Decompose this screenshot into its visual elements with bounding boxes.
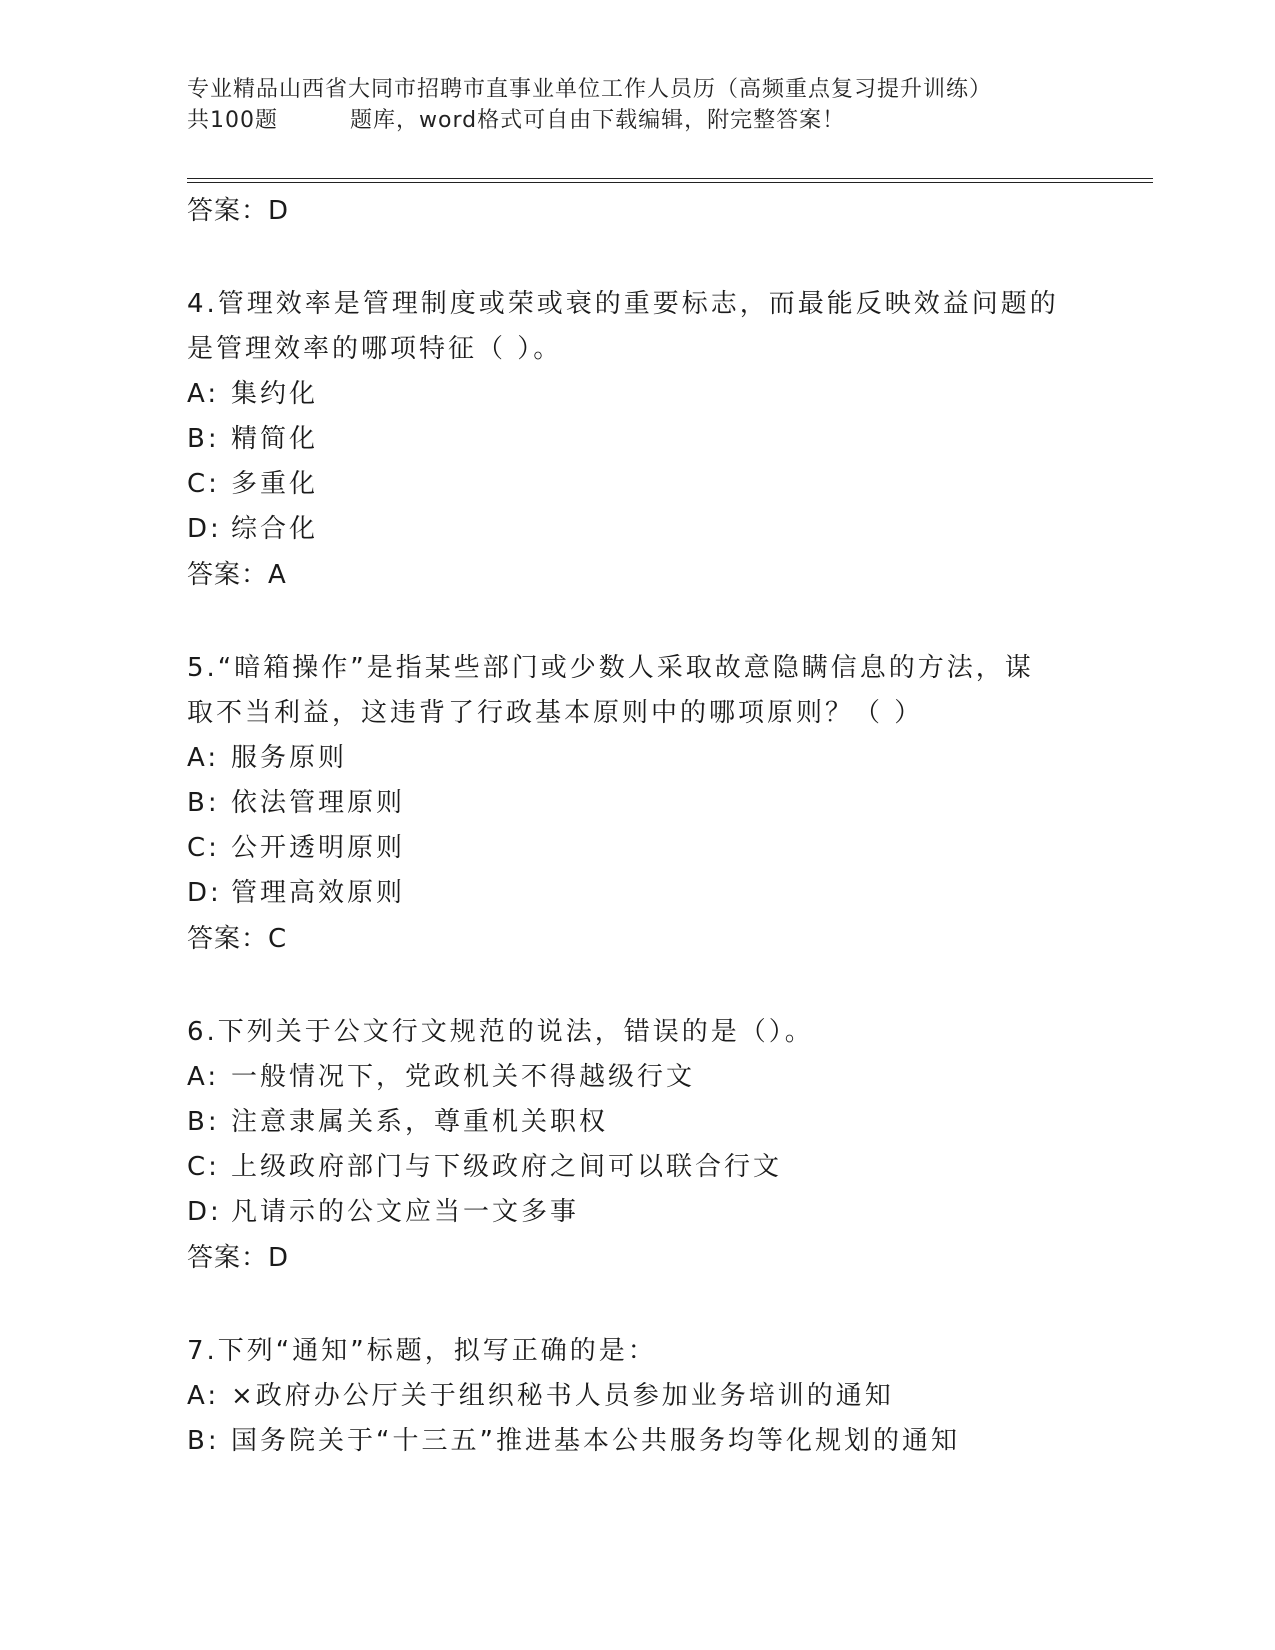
question-block	[187, 646, 1137, 962]
option-letter: B:	[187, 1107, 220, 1137]
option-text: 上级政府部门与下级政府之间可以联合行文	[231, 1152, 783, 1182]
question-stem: 是管理效率的哪项特征（ ）。	[187, 334, 563, 364]
option-text: 注意隶属关系，尊重机关职权	[231, 1107, 609, 1137]
question-stem: 6.下列关于公文行文规范的说法，错误的是（）。	[187, 1017, 814, 1047]
option-letter: A:	[187, 1062, 220, 1092]
option-item	[187, 1145, 1137, 1190]
question-block	[187, 1329, 1137, 1464]
header-count: 共100题	[187, 108, 278, 133]
option-letter: B:	[187, 424, 220, 454]
question-block	[187, 282, 1137, 598]
header-title-line2	[187, 105, 1087, 136]
option-letter: C:	[187, 469, 220, 499]
header-divider-top	[187, 178, 1153, 179]
option-letter: D:	[187, 514, 222, 544]
header-subtitle: 题库，word格式可自由下载编辑，附完整答案！	[350, 108, 846, 133]
option-item	[187, 1190, 1137, 1235]
option-item	[187, 372, 1137, 417]
question-stem: 7.下列“通知”标题，拟写正确的是：	[187, 1336, 657, 1366]
option-letter: A:	[187, 1381, 220, 1411]
option-letter: A:	[187, 743, 220, 773]
answer-line: 答案：C	[187, 924, 288, 954]
option-item	[187, 1419, 1137, 1464]
option-item	[187, 1100, 1137, 1145]
option-letter: D:	[187, 878, 222, 908]
option-letter: B:	[187, 1426, 220, 1456]
option-letter: B:	[187, 788, 220, 818]
option-item	[187, 417, 1137, 462]
option-text: 公开透明原则	[231, 833, 406, 863]
option-text: 依法管理原则	[231, 788, 406, 818]
question-stem: 取不当利益，这违背了行政基本原则中的哪项原则？（ ）	[187, 698, 924, 728]
question-stem: 4.管理效率是管理制度或荣或衰的重要标志，而最能反映效益问题的	[187, 289, 1059, 319]
option-text: 国务院关于“十三五”推进基本公共服务均等化规划的通知	[231, 1426, 960, 1456]
option-item	[187, 781, 1137, 826]
question-list	[187, 188, 1137, 1464]
header-title-line1: 专业精品山西省大同市招聘市直事业单位工作人员历（高频重点复习提升训练）	[187, 77, 993, 102]
option-letter: A:	[187, 379, 220, 409]
question-block	[187, 1010, 1137, 1281]
option-item	[187, 1055, 1137, 1100]
header-divider-bottom	[187, 182, 1153, 183]
option-text: 综合化	[231, 514, 319, 544]
option-item	[187, 826, 1137, 871]
page-header	[187, 74, 1087, 136]
option-text: 凡请示的公文应当一文多事	[231, 1197, 580, 1227]
option-text: 精简化	[231, 424, 319, 454]
option-item	[187, 736, 1137, 781]
option-letter: D:	[187, 1197, 222, 1227]
option-item	[187, 1374, 1137, 1419]
option-text: 管理高效原则	[231, 878, 406, 908]
option-item	[187, 507, 1137, 552]
option-letter: C:	[187, 833, 220, 863]
answer-line: 答案：D	[187, 1243, 290, 1273]
question-stem: 5.“暗箱操作”是指某些部门或少数人采取故意隐瞒信息的方法，谋	[187, 653, 1034, 683]
option-item	[187, 462, 1137, 507]
option-text: ×政府办公厅关于组织秘书人员参加业务培训的通知	[231, 1381, 894, 1411]
answer-line: 答案：D	[187, 196, 290, 226]
option-text: 服务原则	[231, 743, 348, 773]
option-text: 多重化	[231, 469, 319, 499]
option-letter: C:	[187, 1152, 220, 1182]
option-text: 集约化	[231, 379, 319, 409]
answer-line: 答案：A	[187, 560, 287, 590]
option-text: 一般情况下，党政机关不得越级行文	[231, 1062, 696, 1092]
option-item	[187, 871, 1137, 916]
